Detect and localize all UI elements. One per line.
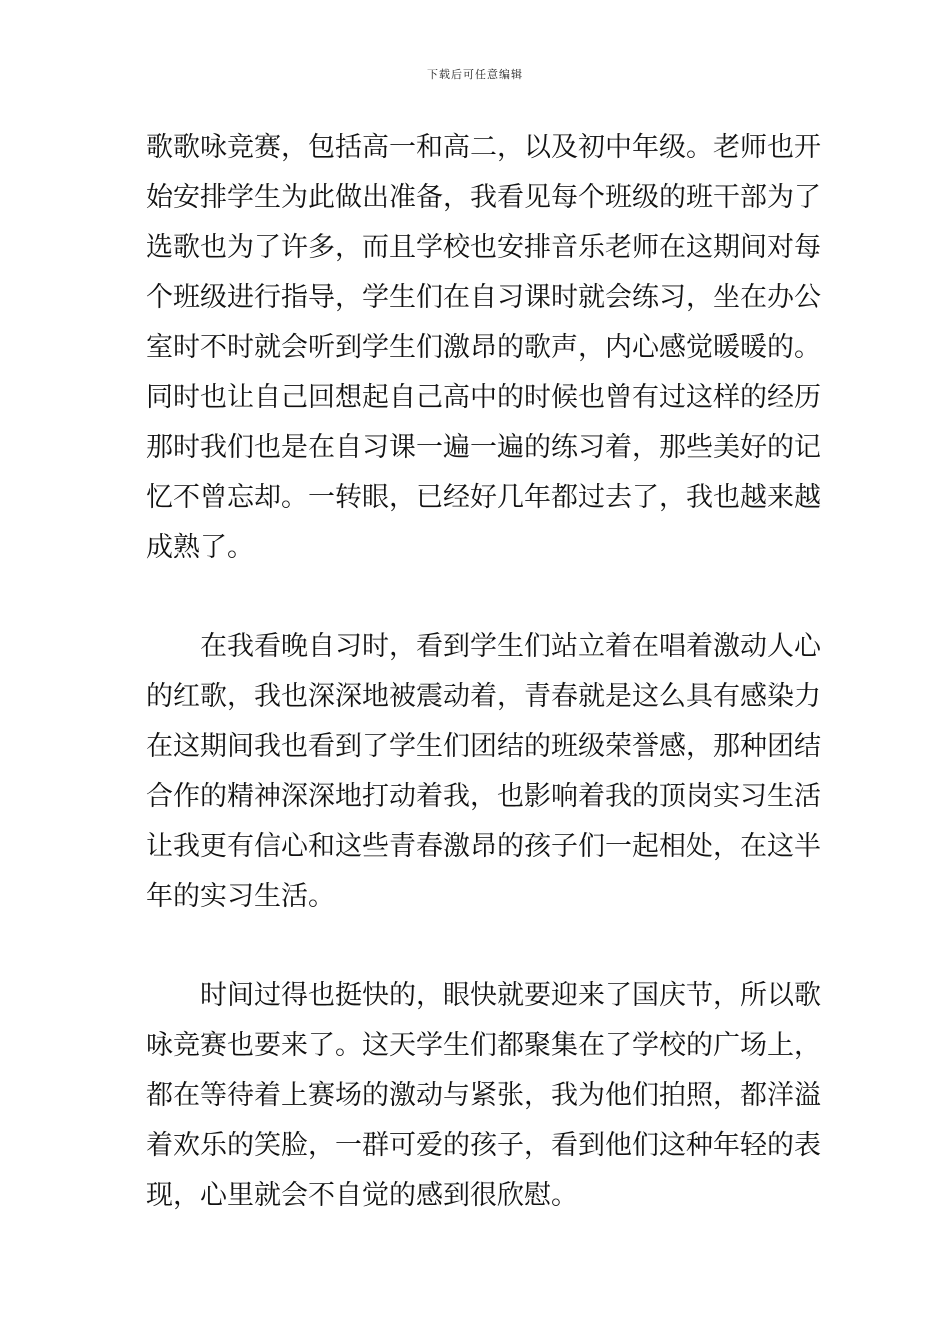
text-line: 时间过得也挺快的，眼快就要迎来了国庆节，所以歌 bbox=[200, 980, 821, 1011]
text-line: 成熟了。 bbox=[146, 532, 254, 563]
text-line: 忆不曾忘却。一转眼，已经好几年都过去了，我也越来越 bbox=[146, 482, 821, 513]
text-line: 让我更有信心和这些青春激昂的孩子们一起相处，在这半 bbox=[146, 831, 821, 862]
text-line: 都在等待着上赛场的激动与紧张，我为他们拍照，都洋溢 bbox=[146, 1080, 821, 1111]
text-line: 歌歌咏竞赛，包括高一和高二，以及初中年级。老师也开 bbox=[146, 132, 821, 163]
paragraph-gap bbox=[146, 922, 818, 971]
paragraph-3 bbox=[146, 971, 821, 1221]
text-line: 年的实习生活。 bbox=[146, 881, 335, 912]
paragraph-1 bbox=[146, 123, 821, 573]
text-line: 室时不时就会听到学生们激昂的歌声，内心感觉暖暖的。 bbox=[146, 332, 821, 363]
text-line: 始安排学生为此做出准备，我看见每个班级的班干部为了 bbox=[146, 182, 821, 213]
document-body bbox=[146, 123, 821, 1221]
text-line: 同时也让自己回想起自己高中的时候也曾有过这样的经历 bbox=[146, 382, 821, 413]
text-line: 个班级进行指导，学生们在自习课时就会练习，坐在办公 bbox=[146, 282, 821, 313]
text-line: 着欢乐的笑脸，一群可爱的孩子，看到他们这种年轻的表 bbox=[146, 1130, 821, 1161]
paragraph-gap bbox=[146, 573, 818, 622]
page-header: 下载后可任意编辑 bbox=[427, 68, 523, 81]
text-line: 合作的精神深深地打动着我，也影响着我的顶岗实习生活 bbox=[146, 781, 821, 812]
text-line: 选歌也为了许多，而且学校也安排音乐老师在这期间对每 bbox=[146, 232, 821, 263]
text-line: 那时我们也是在自习课一遍一遍的练习着，那些美好的记 bbox=[146, 432, 821, 463]
text-line: 在我看晚自习时，看到学生们站立着在唱着激动人心 bbox=[200, 631, 821, 662]
text-line: 咏竞赛也要来了。这天学生们都聚集在了学校的广场上， bbox=[146, 1030, 821, 1061]
text-line: 在这期间我也看到了学生们团结的班级荣誉感，那种团结 bbox=[146, 731, 821, 762]
text-line: 现，心里就会不自觉的感到很欣慰。 bbox=[146, 1180, 578, 1211]
paragraph-2 bbox=[146, 622, 821, 922]
text-line: 的红歌，我也深深地被震动着，青春就是这么具有感染力 bbox=[146, 681, 821, 712]
